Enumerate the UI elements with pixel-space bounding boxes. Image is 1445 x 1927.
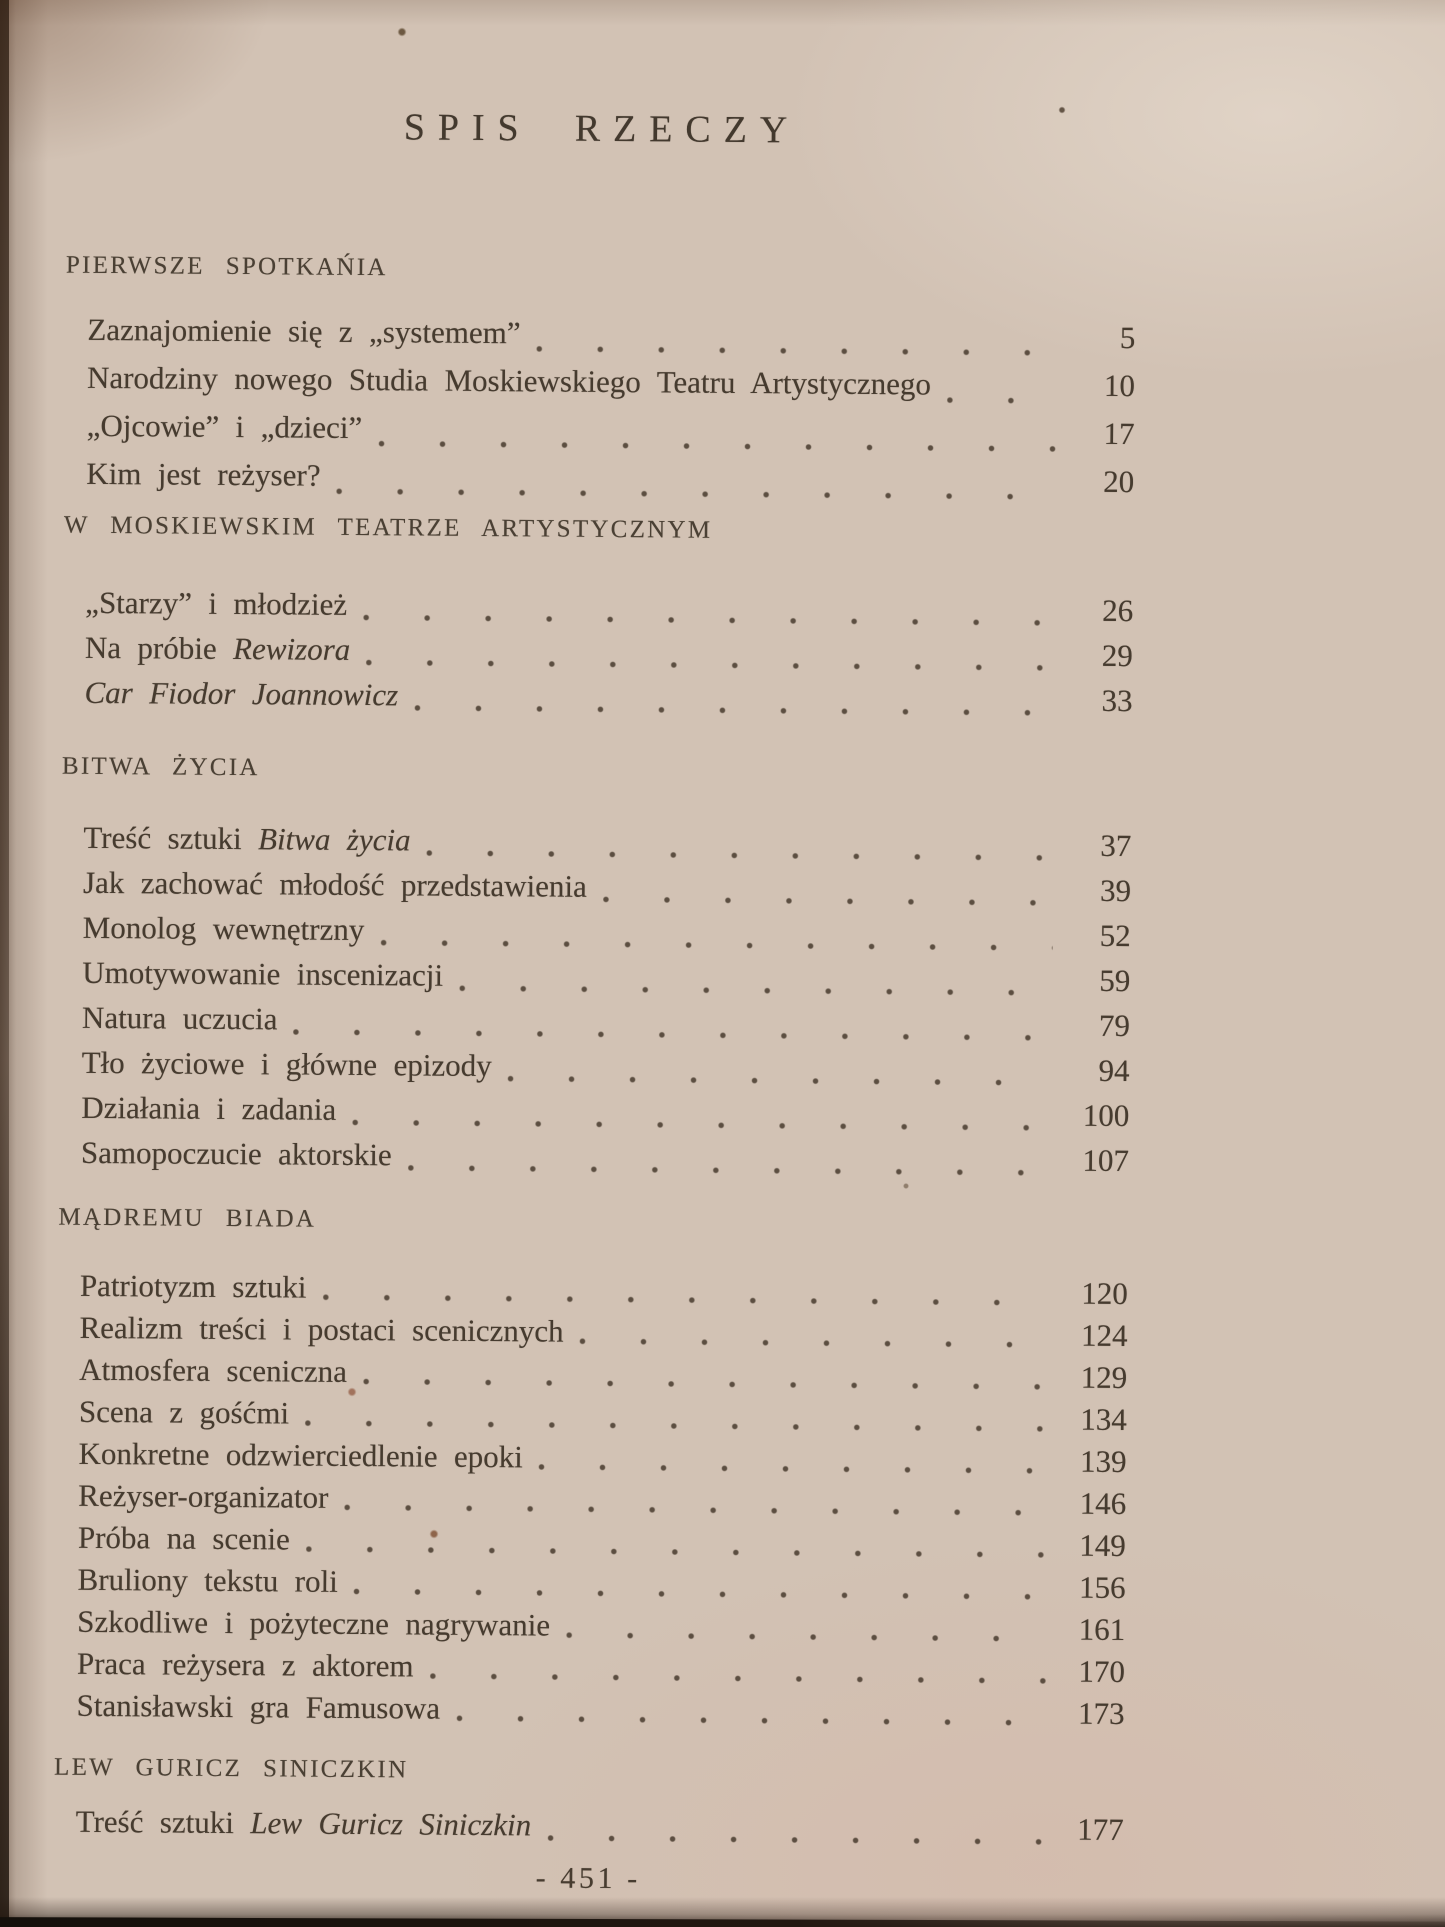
page-number: 120 xyxy=(1081,1275,1129,1312)
page-number: 26 xyxy=(1102,592,1134,629)
page-number: 20 xyxy=(1103,463,1135,500)
entry-title: Zaznajomienie się z „systemem” xyxy=(87,311,521,351)
page-number: 146 xyxy=(1079,1485,1127,1522)
page-number: 107 xyxy=(1082,1142,1130,1179)
page-number: 124 xyxy=(1080,1317,1128,1354)
toc-entry xyxy=(75,1804,1123,1857)
entry-title: Natura uczucia xyxy=(81,999,278,1037)
dot-leader xyxy=(456,1714,1047,1728)
entry-title: Jak zachować młodość przedstawienia xyxy=(82,864,587,904)
entry-title: Szkodliwe i pożyteczne nagrywanie xyxy=(77,1603,551,1643)
toc-entry xyxy=(81,1135,1129,1188)
dot-leader xyxy=(363,1377,1049,1391)
entry-title: Próba na scenie xyxy=(77,1519,290,1557)
dot-leader xyxy=(378,439,1057,453)
page-number: 39 xyxy=(1099,872,1132,909)
toc-entry xyxy=(83,865,1131,918)
toc-entry xyxy=(82,955,1130,1008)
section-heading: MĄDREMU BIADA xyxy=(58,1203,317,1233)
page-number: 5 xyxy=(1119,319,1136,356)
page-number: 161 xyxy=(1078,1611,1126,1648)
entry-title: Na próbie Rewizora xyxy=(84,629,351,667)
dot-leader xyxy=(336,487,1056,502)
entry-title: Reżyser-organizator xyxy=(78,1477,329,1515)
entry-title: Tło życiowe i główne epizody xyxy=(81,1044,492,1084)
entry-title: „Starzy” i młodzież xyxy=(85,584,348,622)
page-number: 94 xyxy=(1098,1052,1130,1089)
entry-title: Monolog wewnętrzny xyxy=(82,909,365,948)
toc-entry xyxy=(86,456,1134,512)
dot-leader xyxy=(363,613,1055,627)
page-number: 149 xyxy=(1079,1527,1127,1564)
page-title: SPIS RZECZY xyxy=(403,106,801,152)
dot-leader xyxy=(352,1118,1051,1132)
entry-title: Treść sztuki Bitwa życia xyxy=(83,819,411,858)
dot-leader xyxy=(547,1834,1046,1847)
toc-entry xyxy=(86,408,1134,464)
section-entries xyxy=(76,1268,1128,1738)
dot-leader xyxy=(293,1027,1052,1042)
entry-title: Konkretne odzwierciedlenie epoki xyxy=(78,1435,524,1475)
dot-leader xyxy=(430,1672,1047,1686)
page-number: 59 xyxy=(1099,962,1131,999)
entry-title: Praca reżysera z aktorem xyxy=(76,1645,414,1684)
section-heading: BITWA ŻYCIA xyxy=(61,752,260,782)
page-number: 177 xyxy=(1077,1811,1124,1848)
dot-leader xyxy=(426,849,1053,863)
dot-leader xyxy=(508,1074,1052,1087)
page-number: 33 xyxy=(1101,682,1133,719)
section-entries xyxy=(75,1804,1123,1857)
page-number: 129 xyxy=(1080,1359,1128,1396)
dot-leader xyxy=(536,344,1057,357)
page-number: 37 xyxy=(1100,827,1132,864)
entry-title: Narodziny nowego Studia Moskiewskiego Teatru Artystycznego xyxy=(86,359,932,402)
dot-leader xyxy=(380,938,1052,952)
entry-title: Patriotyzm sztuki xyxy=(79,1267,307,1305)
page-number: 17 xyxy=(1103,415,1135,452)
section-entries xyxy=(81,820,1132,1188)
dot-leader xyxy=(344,1503,1048,1518)
dot-leader xyxy=(459,984,1052,998)
dot-leader xyxy=(306,1545,1048,1560)
toc-entry xyxy=(76,1688,1124,1738)
dot-leader xyxy=(322,1293,1050,1308)
entry-title: Umotywowanie inscenizacji xyxy=(82,954,444,993)
dot-leader xyxy=(579,1337,1049,1350)
toc-entry xyxy=(87,360,1135,416)
entry-title: Atmosfera sceniczna xyxy=(79,1351,348,1389)
dot-leader xyxy=(603,895,1053,908)
entry-title: Samopoczucie aktorskie xyxy=(80,1134,392,1173)
entry-title: Treść sztuki Lew Guricz Siniczkin xyxy=(75,1803,532,1843)
toc-entry xyxy=(83,910,1131,963)
dot-leader xyxy=(354,1587,1048,1601)
dot-leader xyxy=(947,396,1057,406)
section-heading: PIERWSZE SPOTKAŃIA xyxy=(65,251,388,282)
page-number: 29 xyxy=(1101,637,1134,674)
dot-leader xyxy=(408,1163,1051,1177)
page-number: 10 xyxy=(1103,367,1136,404)
section-entries xyxy=(84,585,1133,728)
section-heading: W MOSKIEWSKIM TEATRZE ARTYSTYCZNYM xyxy=(63,511,713,544)
entry-title: Realizm treści i postaci scenicznych xyxy=(79,1309,564,1349)
dot-leader xyxy=(539,1462,1049,1475)
page-number: 139 xyxy=(1079,1443,1127,1480)
dot-leader xyxy=(414,703,1054,717)
toc-content xyxy=(53,0,1138,1927)
page-left-edge xyxy=(0,0,9,1927)
toc-entry xyxy=(87,312,1135,368)
entry-title: Kim jest reżyser? xyxy=(86,455,321,493)
dot-leader xyxy=(305,1419,1049,1434)
entry-title: Car Fiodor Joannowicz xyxy=(84,674,399,713)
page-number: 173 xyxy=(1077,1695,1125,1732)
folio-page-number: - 451 - xyxy=(535,1861,641,1896)
entry-title: Stanisławski gra Famusowa xyxy=(76,1687,441,1726)
entry-title: „Ojcowie” i „dzieci” xyxy=(86,407,363,446)
toc-entry xyxy=(84,675,1132,728)
page-number: 134 xyxy=(1080,1401,1128,1438)
page-number: 170 xyxy=(1078,1653,1126,1690)
section-entries xyxy=(86,312,1135,512)
dot-leader xyxy=(566,1631,1047,1644)
page-number: 52 xyxy=(1099,917,1131,954)
dot-leader xyxy=(366,658,1055,672)
page-number: 156 xyxy=(1078,1569,1126,1606)
entry-title: Bruliony tekstu roli xyxy=(77,1561,338,1599)
entry-title: Działania i zadania xyxy=(81,1089,337,1127)
entry-title: Scena z gośćmi xyxy=(78,1393,290,1431)
section-heading: LEW GURICZ SINICZKIN xyxy=(54,1753,409,1784)
page-number: 100 xyxy=(1082,1097,1130,1134)
page-number: 79 xyxy=(1098,1007,1131,1044)
